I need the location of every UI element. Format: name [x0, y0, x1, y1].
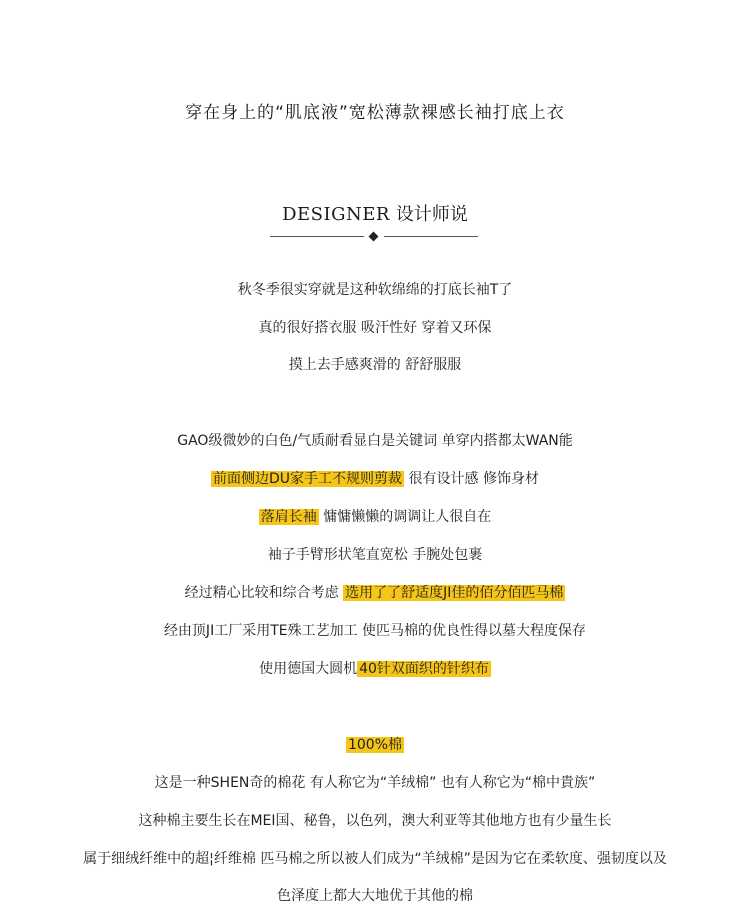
cotton-line-3: 属于细绒纤维中的超¦纤维棉 匹马棉之所以被人们成为“羊绒棉”是因为它在柔软度、强韧度以及 [83, 851, 667, 867]
designer-line-4: GAO级微妙的白色/气质耐看显白是关键词 单穿内搭都太WAN能 [177, 433, 573, 449]
designer-line-8 [0, 582, 750, 604]
designer-heading-cn: 设计师说 [395, 204, 468, 225]
highlight-text: 40针双面织的针织布 [359, 661, 489, 677]
highlight-text: 选用了了舒适度JI佳的佰分佰匹马棉 [345, 585, 564, 601]
cotton-line-2: 这种棉主要生长在MEI国、秘鲁，以色列，澳大利亚等其他地方也有少量生长 [138, 813, 612, 829]
line-text-rest: 很有设计感 修饰身材 [404, 471, 539, 487]
designer-line-9: 经由顶JI工厂采用TE殊工艺加工 使匹马棉的优良性得以墓大程度保存 [163, 623, 587, 639]
designer-line-5 [0, 468, 750, 490]
line-text-rest: 慵慵懒懒的调调让人很自在 [318, 509, 492, 525]
cotton-line-4: 色泽度上都大大地优于其他的棉 [277, 888, 473, 904]
designer-line-6 [0, 506, 750, 528]
cotton-tag-line [0, 734, 750, 756]
designer-heading-en: DESIGNER [282, 204, 390, 225]
designer-line-7: 袖子手臂形状笔直宽松 手腕处包裹 [267, 547, 483, 563]
designer-line-10 [0, 658, 750, 680]
designer-line-2: 真的很好搭衣服 吸汗性好 穿着又环保 [258, 320, 492, 336]
divider-line-left [270, 236, 364, 237]
section-divider [270, 234, 478, 240]
designer-line-3: 摸上去手感爽滑的 舒舒服服 [288, 357, 462, 373]
divider-line-right [384, 236, 478, 237]
page-title: 穿在身上的“肌底液”宽松薄款裸感长袖打底上衣 [185, 103, 565, 123]
line-text-pre: 经过精心比较和综合考虑 [184, 585, 344, 601]
cotton-tag: 100%棉 [347, 737, 403, 753]
cotton-line-1: 这是一种SHEN奇的棉花 有人称它为“羊绒棉” 也有人称它为“棉中貴族” [154, 775, 596, 791]
highlight-text: 落肩长袖 [260, 509, 317, 525]
diamond-icon [369, 232, 379, 242]
designer-line-1: 秋冬季很实穿就是这种软绵绵的打底长袖T了 [237, 282, 513, 298]
highlight-text: 前面侧边DU家手工不规则剪裁 [213, 471, 403, 487]
line-text-pre: 使用德国大圆机 [259, 661, 358, 677]
designer-heading [0, 202, 750, 228]
